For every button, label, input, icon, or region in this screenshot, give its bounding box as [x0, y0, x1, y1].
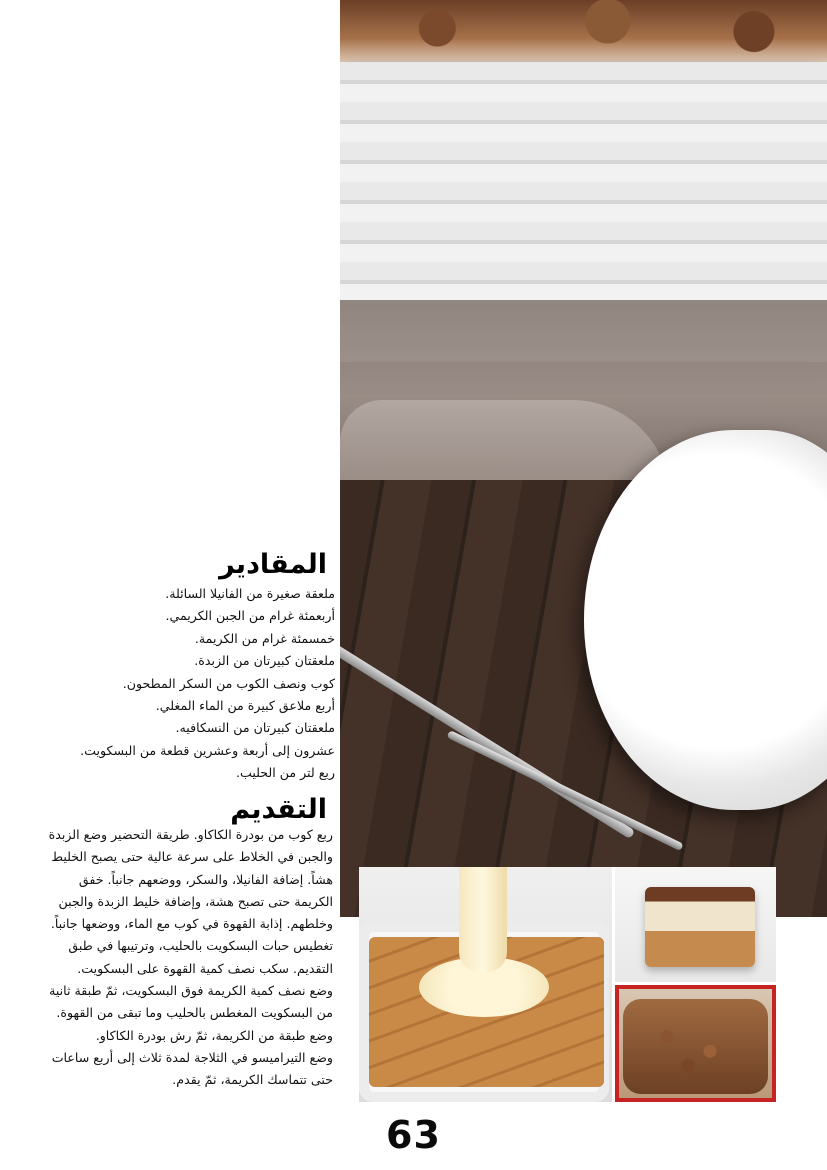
photo-collage — [359, 867, 776, 1102]
text-line: الكريمة حتى تصبح هشة، وإضافة خليط الزبدة والجبن — [58, 893, 333, 909]
preparation-title: التقديم — [230, 794, 327, 825]
photo-tiramisu-dish — [615, 985, 776, 1102]
text-line: وضع التيراميسو في الثلاجة لمدة ثلاث إلى أربع ساعات — [51, 1049, 333, 1065]
text-line: من البسكويت المغطس بالحليب وما تبقى من القهوة. — [56, 1005, 333, 1021]
list-item: ربع لتر من الحليب. — [235, 765, 335, 781]
text-line: والجبن في الخلاط على سرعة عالية حتى يصبح الخليط — [51, 849, 333, 865]
tiramisu-slice — [645, 887, 755, 967]
photo-pouring-cream — [359, 867, 612, 1102]
text-line: تغطيس حبات البسكويت بالحليب، وترتيبها في طبق — [68, 938, 333, 954]
text-line: ربع كوب من بودرة الكاكاو. طريقة التحضير وضع الزبدة — [48, 827, 333, 842]
ingredients-list — [60, 583, 335, 785]
list-item: أربعمئة غرام من الجبن الكريمي. — [165, 608, 335, 624]
cream-stream — [459, 867, 507, 972]
text-line: التقديم. سكب نصف كمية القهوة على البسكويت. — [77, 960, 333, 976]
text-line: وضع طبقة من الكريمة، ثمّ رش بودرة الكاكاو. — [95, 1027, 333, 1043]
ingredients-title: المقادير — [219, 549, 327, 580]
page-number: 63 — [386, 1113, 441, 1157]
text-line: وضع نصف كمية الكريمة فوق البسكويت، ثمّ طبقة ثانية — [49, 983, 333, 999]
list-item: أربع ملاعق كبيرة من الماء المغلي. — [155, 698, 335, 714]
list-item: خمسمئة غرام من الكريمة. — [194, 630, 335, 646]
tiramisu-dish — [623, 999, 768, 1094]
text-line: هشاً. إضافة الفانيلا، والسكر، ووضعهم جانباً. خفق — [78, 871, 333, 887]
list-item: ملعقتان كبيرتان من الزبدة. — [194, 653, 335, 669]
list-item: كوب ونصف الكوب من السكر المطحون. — [122, 675, 335, 691]
hero-photo-tiramisu — [340, 0, 827, 917]
text-line: وخلطهم. إذابة القهوة في كوب مع الماء، ووضعها جانباً. — [50, 916, 333, 932]
list-item: ملعقتان كبيرتان من النسكافيه. — [175, 720, 335, 736]
tiramisu-top — [340, 0, 827, 70]
list-item: عشرون إلى أربعة وعشرين قطعة من البسكويت. — [80, 742, 335, 758]
text-line: حتى تتماسك الكريمة، ثمّ يقدم. — [172, 1072, 333, 1088]
list-item: ملعقة صغيرة من الفانيلا السائلة. — [165, 586, 335, 601]
preparation-text — [40, 824, 333, 1092]
photo-tiramisu-slice — [615, 867, 776, 982]
